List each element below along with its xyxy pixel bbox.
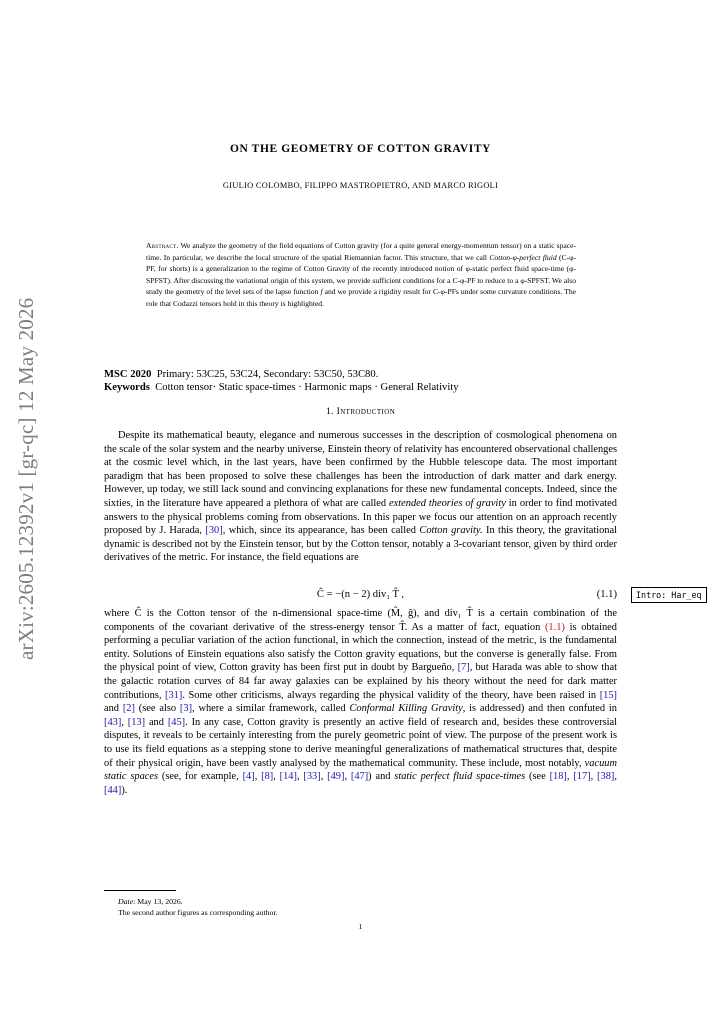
abstract-text: (C-φ-PF, for shorts) is a generalization to the regime of Cotton Gravity of the recently introduced notion of φ-static perfect fluid space-time (φ-SPFST). After discussing the variational origin of this system, we provide sufficient conditions for a C-φ-PF to reduce to a φ-SPFST. We also study the geometry of the level sets of the lapse function xyxy=(146,252,577,297)
math-symbol: f xyxy=(320,287,323,297)
intro-paragraph-2 xyxy=(104,607,617,797)
section-title: Introduction xyxy=(336,406,396,417)
section-number: 1. xyxy=(325,406,334,417)
emphasis: static perfect fluid space-times xyxy=(394,771,526,783)
citation-link[interactable]: [31] xyxy=(165,689,183,701)
footnote-date xyxy=(118,896,183,907)
paragraph-text: and xyxy=(145,716,168,728)
paper-title: ON THE GEOMETRY OF COTTON GRAVITY xyxy=(229,143,492,155)
paragraph-text: , where a similar framework, called xyxy=(192,703,350,715)
abstract xyxy=(146,240,576,310)
msc-codes: Primary: 53C25, 53C24, Secondary: 53C50, 53C80. xyxy=(156,369,379,380)
emphasis: vacuum static spaces xyxy=(104,757,617,783)
citation-link[interactable]: [14] xyxy=(279,771,297,783)
separator: , xyxy=(344,771,351,783)
separator: , xyxy=(590,771,598,783)
paragraph-text: , xyxy=(121,716,128,728)
paragraph-text: In this theory, the gravitational dynamic is described not by the Einstein tensor, but by the Cotton tensor, notably a 3-covariant tensor, given by third order derivatives of the metric. For instance, the field equations are xyxy=(104,525,617,564)
equation-body: Ĉ = −(n − 2) div₁ T̂ , xyxy=(316,589,405,600)
citation-link[interactable]: [17] xyxy=(573,771,591,783)
citation-link[interactable]: [3] xyxy=(179,703,193,715)
keywords-text: Cotton tensor· Static space-times · Harmonic maps · General Relativity xyxy=(155,382,459,393)
citation-link[interactable]: [15] xyxy=(599,689,617,701)
citation-link[interactable]: [30] xyxy=(205,525,223,537)
equation-reference-link[interactable]: (1.1) xyxy=(544,621,565,633)
citation-link[interactable]: [8] xyxy=(261,771,274,783)
abstract-text: and we provide a rigidity result for C-φ-PFs under some curvature conditions. The role that Codazzi tensors hold in this theory is highlighted. xyxy=(146,287,576,308)
abstract-label: Abstract. xyxy=(146,241,179,250)
paragraph-text: where Ĉ is the Cotton tensor of the n-dimensional space-time (M̂, ĝ), and div₁ T̂ is a certain combination of the components of the covariant derivative of the stress-energy tensor T̂. As a matter of fact, equation xyxy=(104,608,617,633)
citation-link[interactable]: [44] xyxy=(104,784,122,796)
separator: , xyxy=(320,771,328,783)
emphasis: extended theories of gravity xyxy=(389,497,506,509)
paragraph-text: (see, for example, xyxy=(158,771,243,783)
page-number: 1 xyxy=(358,922,363,931)
paragraph-text: in order to find motivated answers to the physical problems coming from observations. In this paper we focus our attention on an approach recently proposed by J. Harada, xyxy=(104,497,617,537)
paragraph-text: is obtained performing a peculiar variation of the action functional, in which the connection, instead of the metric, is the fundamental entity. Solutions of Einstein equations also satisfy the Cotton gravity equations, but the converse is generally false. From the physical point of view, Cotton gravity has been first put in doubt by Bargueño, xyxy=(104,621,617,674)
intro-paragraph-1 xyxy=(104,429,617,565)
paragraph-text: ) and xyxy=(368,771,395,783)
emphasis: Conformal Killing Gravity xyxy=(349,703,463,715)
paragraph-text: (see also xyxy=(134,703,180,715)
keywords-label: Keywords xyxy=(104,382,150,393)
separator: , xyxy=(614,771,617,783)
paragraph-text: and xyxy=(104,703,123,715)
paragraph-text: . Some other criticisms, always regarding the physical validity of the theory, have been raised in xyxy=(182,689,600,701)
separator: , xyxy=(254,771,262,783)
paragraph-text: Despite its mathematical beauty, elegance and numerous successes in the description of cosmological phenomena on the scale of the solar system and the nearby universe, Einstein theory of relativity has encountered observational challenges at the cosmic level which, in the last years, have been confirmed by the Hubble telescope data. The most important paradigm that has been proposed to solve these challenges has been the introduction of dark matter and dark energy. However, up today, we still lack sound and convincing explanations for these new fundamental concepts. Indeed, since the sixties, in the literature have appeared a plethora of what are called xyxy=(104,430,618,509)
equation-margin-label: Intro: Har_eq xyxy=(631,587,707,603)
arxiv-identifier-stamp: arXiv:2605.12392v1 [gr-qc] 12 May 2026 xyxy=(14,297,38,660)
abstract-term: Cotton-φ-perfect fluid xyxy=(489,252,557,262)
separator: , xyxy=(273,771,280,783)
paragraph-text: , is addressed) and then confuted in xyxy=(462,703,617,715)
paragraph-text: , but Harada was able to show that the galactic rotation curves of 84 far away galaxies can be explained by his theory without the need for dark matter contributions, xyxy=(104,662,617,701)
equation-number: (1.1) xyxy=(596,589,617,600)
paragraph-text: (see xyxy=(525,771,550,783)
footnote-corresponding-author: The second author figures as corresponding author. xyxy=(118,908,278,917)
msc-label: MSC 2020 xyxy=(104,369,152,380)
emphasis: Cotton gravity. xyxy=(419,525,483,537)
citation-link[interactable]: [33] xyxy=(303,771,321,783)
footnote-divider xyxy=(104,890,176,891)
paragraph-text: , which, since its appearance, has been called xyxy=(222,525,420,537)
citation-link[interactable]: [45] xyxy=(167,716,186,728)
paragraph-text: . In any case, Cotton gravity is presently an active field of research and, besides these controversial disputes, it reveals to be certainly interesting from the purely geometric point of view. The purpose of the present work is to use its field equations as a stepping stone to derive meaningful generalizations of mathematical structures that, despite of their physical origin, have been vastly analysed by the mathematical community. These include, most notably, xyxy=(104,716,617,769)
citation-link[interactable]: [4] xyxy=(242,771,255,783)
abstract-text: We analyze the geometry of the field equations of Cotton gravity (for a quite general energy-momentum tensor) on a static space-time. In particular, we describe the local structure of the spatial Riemannian factor. This structure, that we call xyxy=(146,241,577,262)
separator: , xyxy=(566,771,574,783)
keywords-line xyxy=(104,381,624,394)
author-list: GIULIO COLOMBO, FILIPPO MASTROPIETRO, AND MARCO RIGOLI xyxy=(222,181,499,190)
citation-link[interactable]: [47] xyxy=(350,771,369,783)
citation-link[interactable]: [38] xyxy=(597,771,615,783)
citation-link[interactable]: [43] xyxy=(104,716,122,728)
section-heading xyxy=(0,406,721,417)
footnote-date-text: : May 13, 2026. xyxy=(133,897,183,906)
citation-link[interactable]: [18] xyxy=(549,771,567,783)
equation-1-1 xyxy=(104,589,617,603)
citation-link[interactable]: [49] xyxy=(327,771,345,783)
citation-link[interactable]: [13] xyxy=(127,716,146,728)
footnote-date-label: Date xyxy=(118,897,134,906)
paragraph-text: ). xyxy=(121,784,128,796)
citation-link[interactable]: [7] xyxy=(457,662,470,674)
citation-link[interactable]: [2] xyxy=(122,703,135,715)
msc-classification xyxy=(104,368,624,381)
separator: , xyxy=(296,771,304,783)
